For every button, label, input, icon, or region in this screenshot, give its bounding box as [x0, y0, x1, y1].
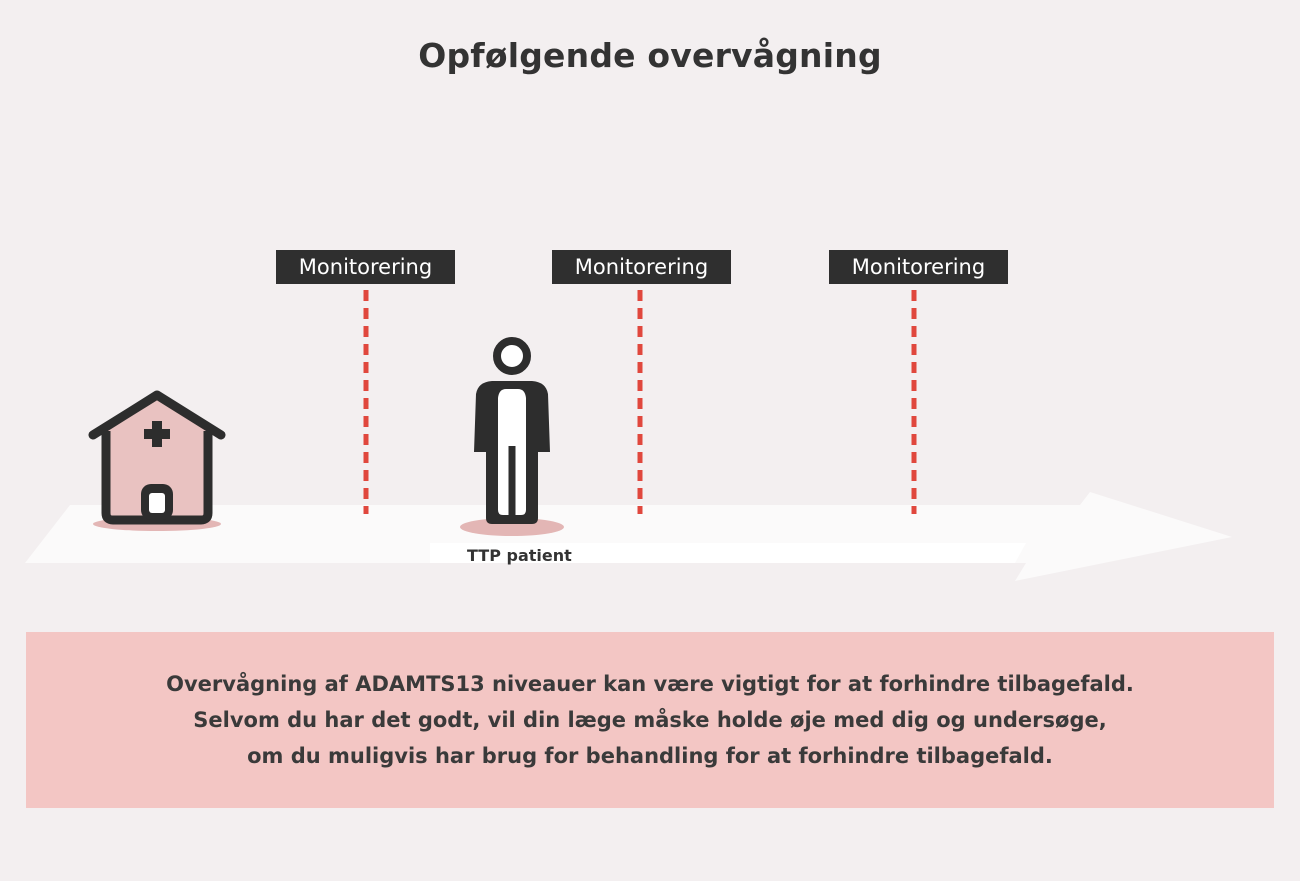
info-line-3: om du muligvis har brug for behandling for at forhindre tilbagefald.: [247, 744, 1053, 768]
info-box: [26, 632, 1274, 808]
monitoring-label-2: Monitorering: [552, 250, 731, 284]
page-title: Opfølgende overvågning: [418, 36, 882, 75]
hospital-icon: [93, 395, 221, 531]
monitoring-label-1: Monitorering: [276, 250, 455, 284]
patient-label: TTP patient: [467, 546, 572, 565]
monitoring-label-3: Monitorering: [829, 250, 1008, 284]
info-line-1: Overvågning af ADAMTS13 niveauer kan være vigtigt for at forhindre tilbagefald.: [166, 672, 1134, 696]
info-line-2: Selvom du har det godt, vil din læge måske holde øje med dig og undersøge,: [193, 708, 1107, 732]
